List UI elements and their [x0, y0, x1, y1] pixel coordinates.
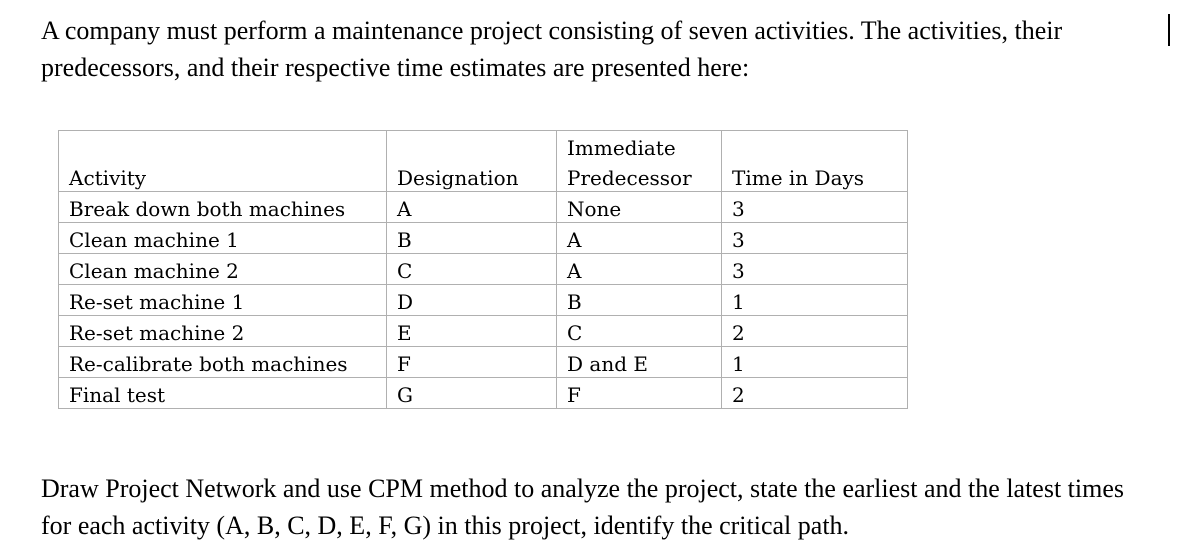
designation-cell: C: [387, 254, 557, 285]
question-paragraph: Draw Project Network and use CPM method to analyze the project, state the earliest and the latest times for each activity (A, B, C, D, E, F, G) in this project, identify the critical path.: [41, 474, 1125, 540]
table-row: [59, 254, 908, 285]
designation-cell: D: [387, 285, 557, 316]
table-row: [59, 378, 908, 409]
header-top-cell: [387, 131, 557, 162]
table-header-row: [59, 161, 908, 192]
activity-cell: Re-set machine 2: [59, 316, 387, 347]
time-cell: 3: [722, 223, 908, 254]
activity-cell: Re-set machine 1: [59, 285, 387, 316]
activity-cell: Clean machine 2: [59, 254, 387, 285]
table-row: [59, 316, 908, 347]
time-cell: 2: [722, 316, 908, 347]
predecessor-cell: B: [557, 285, 722, 316]
header-activity: Activity: [59, 161, 387, 192]
designation-cell: F: [387, 347, 557, 378]
text-cursor: [1168, 14, 1170, 46]
predecessor-cell: A: [557, 254, 722, 285]
time-cell: 1: [722, 285, 908, 316]
time-cell: 2: [722, 378, 908, 409]
header-top-immediate: Immediate: [557, 131, 722, 162]
table-row: [59, 223, 908, 254]
designation-cell: A: [387, 192, 557, 223]
header-time: Time in Days: [722, 161, 908, 192]
time-cell: 3: [722, 254, 908, 285]
table-row: [59, 192, 908, 223]
predecessor-cell: None: [557, 192, 722, 223]
header-designation: Designation: [387, 161, 557, 192]
time-cell: 1: [722, 347, 908, 378]
designation-cell: E: [387, 316, 557, 347]
table-row: [59, 347, 908, 378]
header-top-cell: [59, 131, 387, 162]
predecessor-cell: F: [557, 378, 722, 409]
designation-cell: G: [387, 378, 557, 409]
time-cell: 3: [722, 192, 908, 223]
header-predecessor: Predecessor: [557, 161, 722, 192]
activity-cell: Final test: [59, 378, 387, 409]
designation-cell: B: [387, 223, 557, 254]
predecessor-cell: A: [557, 223, 722, 254]
header-top-cell: [722, 131, 908, 162]
intro-paragraph: A company must perform a maintenance project consisting of seven activities. The activities, their predecessors, and their respective time estimates are presented here:: [41, 16, 1063, 82]
activity-cell: Break down both machines: [59, 192, 387, 223]
activity-table: [58, 130, 908, 409]
activity-cell: Re-calibrate both machines: [59, 347, 387, 378]
table-header-row-top: [59, 131, 908, 162]
predecessor-cell: C: [557, 316, 722, 347]
table-row: [59, 285, 908, 316]
activity-cell: Clean machine 1: [59, 223, 387, 254]
predecessor-cell: D and E: [557, 347, 722, 378]
